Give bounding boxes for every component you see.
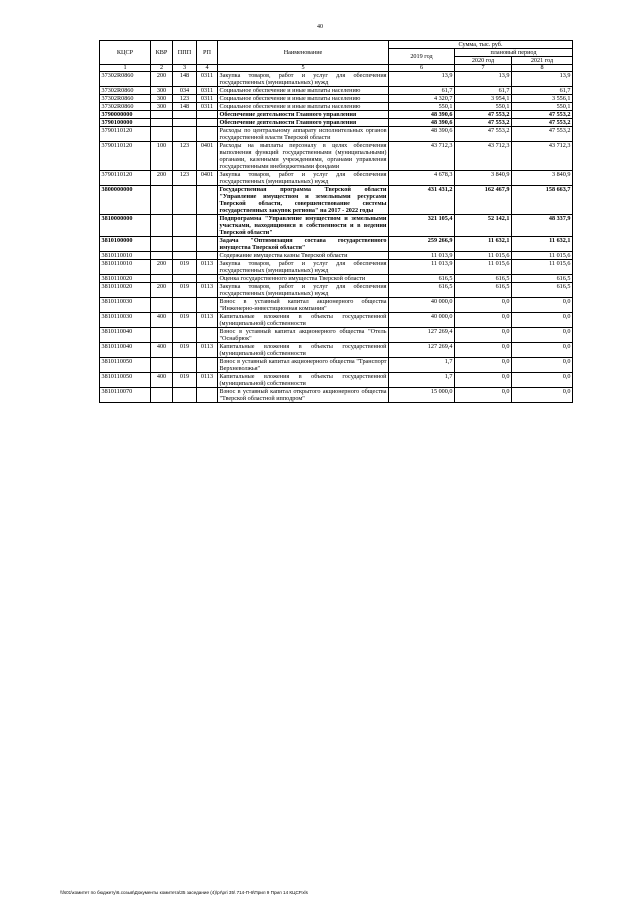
table-row bbox=[100, 72, 573, 87]
amount-2020-cell: 47 553,2 bbox=[455, 127, 512, 142]
header-kcsr: КЦСР bbox=[100, 41, 151, 65]
table-row bbox=[100, 298, 573, 313]
rp-cell: 0113 bbox=[197, 260, 218, 275]
kvr-cell: 300 bbox=[151, 103, 173, 111]
table-row bbox=[100, 87, 573, 95]
amount-2020-cell: 3 840,9 bbox=[455, 171, 512, 186]
ppp-cell: 034 bbox=[173, 87, 197, 95]
kcsr-cell: 3810110040 bbox=[100, 328, 151, 343]
amount-2020-cell: 616,5 bbox=[455, 283, 512, 298]
header-ppp: ППП bbox=[173, 41, 197, 65]
name-cell: Обеспечение деятельности Главного управления bbox=[218, 119, 389, 127]
rp-cell bbox=[197, 275, 218, 283]
rp-cell bbox=[197, 127, 218, 142]
table-row bbox=[100, 127, 573, 142]
kvr-cell bbox=[151, 328, 173, 343]
amount-2020-cell: 52 142,1 bbox=[455, 215, 512, 237]
name-cell: Взнос в уставный капитал акционерного общества "Транспорт Верхневолжья" bbox=[219, 358, 387, 372]
name-cell: Закупка товаров, работ и услуг для обеспечения государственных (муниципальных) нужд bbox=[219, 260, 387, 274]
amount-2021-cell: 11 015,6 bbox=[512, 252, 573, 260]
amount-2019-cell: 1,7 bbox=[389, 373, 455, 388]
kcsr-cell: 3790110120 bbox=[100, 142, 151, 171]
amount-2020-cell: 162 467,9 bbox=[455, 186, 512, 215]
kvr-cell bbox=[151, 215, 173, 237]
column-number: 2 bbox=[151, 65, 173, 72]
kvr-cell: 200 bbox=[151, 72, 173, 87]
page-number: 40 bbox=[317, 24, 323, 30]
kvr-cell bbox=[151, 275, 173, 283]
header-name: Наименование bbox=[218, 41, 389, 65]
rp-cell: 0311 bbox=[197, 103, 218, 111]
name-cell: Взнос в уставный капитал акционерного общества "Отель "Оснабрюк" bbox=[219, 328, 387, 342]
name-cell: Социальное обеспечение и иные выплаты населению bbox=[218, 87, 389, 95]
amount-2021-cell: 47 553,2 bbox=[512, 127, 573, 142]
header-2021: 2021 год bbox=[512, 57, 573, 65]
ppp-cell bbox=[173, 388, 197, 403]
amount-2021-cell: 13,9 bbox=[512, 72, 573, 87]
column-number: 3 bbox=[173, 65, 197, 72]
table-row bbox=[100, 388, 573, 403]
amount-2020-cell: 11 015,6 bbox=[455, 260, 512, 275]
kvr-cell bbox=[151, 237, 173, 252]
rp-cell bbox=[197, 186, 218, 215]
column-number: 7 bbox=[455, 65, 512, 72]
amount-2020-cell: 11 632,1 bbox=[455, 237, 512, 252]
amount-2019-cell: 48 390,6 bbox=[389, 127, 455, 142]
table-row bbox=[100, 283, 573, 298]
kvr-cell bbox=[151, 298, 173, 313]
ppp-cell bbox=[173, 298, 197, 313]
amount-2021-cell: 0,0 bbox=[512, 343, 573, 358]
name-cell: Содержание имущества казны Тверской области bbox=[218, 252, 389, 260]
name-cell: Расходы по центральному аппарату исполнительных органов государственной власти Тверской области bbox=[219, 127, 387, 141]
amount-2019-cell: 1,7 bbox=[389, 358, 455, 373]
kvr-cell bbox=[151, 127, 173, 142]
name-cell: Капитальные вложения в объекты государственной (муниципальной) собственности bbox=[219, 373, 387, 387]
rp-cell: 0113 bbox=[197, 283, 218, 298]
name-cell: Оценка государственного имущества Тверской области bbox=[218, 275, 389, 283]
amount-2021-cell: 0,0 bbox=[512, 373, 573, 388]
rp-cell bbox=[197, 328, 218, 343]
rp-cell bbox=[197, 252, 218, 260]
table-row bbox=[100, 186, 573, 215]
amount-2019-cell: 431 431,2 bbox=[389, 186, 455, 215]
amount-2020-cell: 616,5 bbox=[455, 275, 512, 283]
column-number: 5 bbox=[218, 65, 389, 72]
amount-2019-cell: 61,7 bbox=[389, 87, 455, 95]
amount-2021-cell: 0,0 bbox=[512, 313, 573, 328]
kcsr-cell: 3790110120 bbox=[100, 171, 151, 186]
rp-cell bbox=[197, 215, 218, 237]
kvr-cell: 400 bbox=[151, 373, 173, 388]
ppp-cell: 019 bbox=[173, 343, 197, 358]
amount-2019-cell: 13,9 bbox=[389, 72, 455, 87]
amount-2019-cell: 48 390,6 bbox=[389, 111, 455, 119]
rp-cell: 0311 bbox=[197, 95, 218, 103]
ppp-cell bbox=[173, 275, 197, 283]
amount-2021-cell: 47 553,2 bbox=[512, 119, 573, 127]
file-path-footer: \\fs01\комитет по бюджету\6.созыв\Документы комитета\35 заседание (4)\pr\pri 35\ 714-П-6\Прил 9 Прил 14 КЦСР.xls bbox=[60, 890, 308, 895]
rp-cell: 0401 bbox=[197, 171, 218, 186]
name-cell: Капитальные вложения в объекты государственной (муниципальной) собственности bbox=[219, 343, 387, 357]
amount-2021-cell: 47 553,2 bbox=[512, 111, 573, 119]
kvr-cell: 400 bbox=[151, 313, 173, 328]
kcsr-cell: 37302R0860 bbox=[100, 87, 151, 95]
amount-2020-cell: 0,0 bbox=[455, 328, 512, 343]
name-cell: Закупка товаров, работ и услуг для обеспечения государственных (муниципальных) нужд bbox=[219, 171, 387, 185]
kcsr-cell: 3810110030 bbox=[100, 298, 151, 313]
kvr-cell: 200 bbox=[151, 171, 173, 186]
header-2020: 2020 год bbox=[455, 57, 512, 65]
kcsr-cell: 37302R0860 bbox=[100, 103, 151, 111]
ppp-cell bbox=[173, 119, 197, 127]
amount-2021-cell: 0,0 bbox=[512, 358, 573, 373]
kvr-cell: 200 bbox=[151, 283, 173, 298]
amount-2021-cell: 158 663,7 bbox=[512, 186, 573, 215]
table-row bbox=[100, 275, 573, 283]
table-row bbox=[100, 237, 573, 252]
header-2019: 2019 год bbox=[389, 49, 455, 65]
ppp-cell bbox=[173, 252, 197, 260]
amount-2019-cell: 4 678,3 bbox=[389, 171, 455, 186]
amount-2019-cell: 40 000,0 bbox=[389, 298, 455, 313]
amount-2019-cell: 40 000,0 bbox=[389, 313, 455, 328]
table-row bbox=[100, 373, 573, 388]
amount-2019-cell: 259 266,9 bbox=[389, 237, 455, 252]
name-cell: Взнос в уставный капитал открытого акционерного общества "Тверской областной ипподром" bbox=[219, 388, 387, 402]
ppp-cell: 123 bbox=[173, 95, 197, 103]
table-row bbox=[100, 142, 573, 171]
name-cell: Подпрограмма "Управление имуществом и земельными участками, находящимися в собственности и в ведении Тверской области" bbox=[219, 215, 387, 236]
amount-2021-cell: 48 337,9 bbox=[512, 215, 573, 237]
amount-2021-cell: 0,0 bbox=[512, 298, 573, 313]
kcsr-cell: 3790110120 bbox=[100, 127, 151, 142]
header-planned-period: плановый период bbox=[455, 49, 573, 57]
kcsr-cell: 3810110010 bbox=[100, 252, 151, 260]
amount-2019-cell: 11 013,9 bbox=[389, 260, 455, 275]
rp-cell bbox=[197, 298, 218, 313]
name-cell: Капитальные вложения в объекты государственной (муниципальной) собственности bbox=[219, 313, 387, 327]
ppp-cell bbox=[173, 215, 197, 237]
column-number-row bbox=[100, 65, 573, 72]
kvr-cell bbox=[151, 388, 173, 403]
ppp-cell: 123 bbox=[173, 142, 197, 171]
kcsr-cell: 3790100000 bbox=[100, 119, 151, 127]
amount-2021-cell: 11 015,6 bbox=[512, 260, 573, 275]
amount-2019-cell: 4 320,7 bbox=[389, 95, 455, 103]
kvr-cell bbox=[151, 186, 173, 215]
name-cell: Государственная программа Тверской области "Управление имуществом и земельными ресурсами Тверской области, совершенствование системы государственных закупок региона" на 2017 - 2022 годы bbox=[219, 186, 387, 214]
table-row bbox=[100, 215, 573, 237]
kcsr-cell: 3810110030 bbox=[100, 313, 151, 328]
rp-cell bbox=[197, 237, 218, 252]
kcsr-cell: 3810110070 bbox=[100, 388, 151, 403]
name-cell: Обеспечение деятельности Главного управления bbox=[218, 111, 389, 119]
rp-cell: 0113 bbox=[197, 313, 218, 328]
amount-2019-cell: 550,1 bbox=[389, 103, 455, 111]
column-number: 6 bbox=[389, 65, 455, 72]
amount-2021-cell: 3 840,9 bbox=[512, 171, 573, 186]
rp-cell: 0311 bbox=[197, 87, 218, 95]
amount-2021-cell: 61,7 bbox=[512, 87, 573, 95]
kcsr-cell: 3810110050 bbox=[100, 373, 151, 388]
name-cell: Социальное обеспечение и иные выплаты населению bbox=[218, 95, 389, 103]
amount-2019-cell: 127 269,4 bbox=[389, 328, 455, 343]
amount-2021-cell: 550,1 bbox=[512, 103, 573, 111]
rp-cell: 0113 bbox=[197, 343, 218, 358]
amount-2020-cell: 13,9 bbox=[455, 72, 512, 87]
kcsr-cell: 3800000000 bbox=[100, 186, 151, 215]
ppp-cell bbox=[173, 237, 197, 252]
amount-2020-cell: 0,0 bbox=[455, 373, 512, 388]
ppp-cell: 019 bbox=[173, 313, 197, 328]
name-cell: Расходы на выплаты персоналу в целях обеспечения выполнения функций государственными (муниципальными) органами, казенными учреждениями, органами управления государственными внебюджетными фондами bbox=[219, 142, 387, 170]
column-number: 1 bbox=[100, 65, 151, 72]
kvr-cell bbox=[151, 111, 173, 119]
amount-2019-cell: 321 105,4 bbox=[389, 215, 455, 237]
amount-2021-cell: 616,5 bbox=[512, 283, 573, 298]
kvr-cell: 400 bbox=[151, 343, 173, 358]
ppp-cell bbox=[173, 186, 197, 215]
amount-2019-cell: 48 390,6 bbox=[389, 119, 455, 127]
amount-2020-cell: 0,0 bbox=[455, 298, 512, 313]
kvr-cell: 100 bbox=[151, 142, 173, 171]
ppp-cell: 148 bbox=[173, 103, 197, 111]
table-row bbox=[100, 260, 573, 275]
amount-2019-cell: 15 000,0 bbox=[389, 388, 455, 403]
table-body bbox=[100, 72, 573, 403]
amount-2020-cell: 47 553,2 bbox=[455, 119, 512, 127]
amount-2020-cell: 61,7 bbox=[455, 87, 512, 95]
kcsr-cell: 3810110020 bbox=[100, 283, 151, 298]
ppp-cell bbox=[173, 127, 197, 142]
ppp-cell bbox=[173, 111, 197, 119]
amount-2021-cell: 43 712,3 bbox=[512, 142, 573, 171]
amount-2019-cell: 11 013,9 bbox=[389, 252, 455, 260]
amount-2020-cell: 550,1 bbox=[455, 103, 512, 111]
rp-cell bbox=[197, 388, 218, 403]
ppp-cell: 123 bbox=[173, 171, 197, 186]
kcsr-cell: 3810110020 bbox=[100, 275, 151, 283]
ppp-cell: 019 bbox=[173, 373, 197, 388]
amount-2021-cell: 11 632,1 bbox=[512, 237, 573, 252]
kvr-cell bbox=[151, 358, 173, 373]
ppp-cell: 019 bbox=[173, 283, 197, 298]
kvr-cell: 300 bbox=[151, 87, 173, 95]
table-row bbox=[100, 358, 573, 373]
amount-2020-cell: 3 954,1 bbox=[455, 95, 512, 103]
kcsr-cell: 37302R0860 bbox=[100, 72, 151, 87]
column-number: 4 bbox=[197, 65, 218, 72]
kcsr-cell: 37302R0860 bbox=[100, 95, 151, 103]
table-row bbox=[100, 343, 573, 358]
kvr-cell bbox=[151, 119, 173, 127]
amount-2020-cell: 43 712,3 bbox=[455, 142, 512, 171]
amount-2021-cell: 3 556,1 bbox=[512, 95, 573, 103]
amount-2021-cell: 616,5 bbox=[512, 275, 573, 283]
kvr-cell: 300 bbox=[151, 95, 173, 103]
ppp-cell: 019 bbox=[173, 260, 197, 275]
table-row bbox=[100, 171, 573, 186]
amount-2021-cell: 0,0 bbox=[512, 388, 573, 403]
kcsr-cell: 3810110040 bbox=[100, 343, 151, 358]
amount-2021-cell: 0,0 bbox=[512, 328, 573, 343]
name-cell: Задача "Оптимизация состава государственного имущества Тверской области" bbox=[219, 237, 387, 251]
ppp-cell bbox=[173, 328, 197, 343]
kcsr-cell: 3790000000 bbox=[100, 111, 151, 119]
amount-2020-cell: 47 553,2 bbox=[455, 111, 512, 119]
name-cell: Взнос в уставный капитал акционерного общества "Инженерно-инвестиционная компания" bbox=[219, 298, 387, 312]
amount-2020-cell: 0,0 bbox=[455, 343, 512, 358]
name-cell: Закупка товаров, работ и услуг для обеспечения государственных (муниципальных) нужд bbox=[219, 72, 387, 86]
rp-cell: 0113 bbox=[197, 373, 218, 388]
ppp-cell bbox=[173, 358, 197, 373]
ppp-cell: 148 bbox=[173, 72, 197, 87]
amount-2019-cell: 43 712,3 bbox=[389, 142, 455, 171]
amount-2020-cell: 11 015,6 bbox=[455, 252, 512, 260]
table-row bbox=[100, 313, 573, 328]
column-number: 8 bbox=[512, 65, 573, 72]
table-row bbox=[100, 103, 573, 111]
kcsr-cell: 3810100000 bbox=[100, 237, 151, 252]
kvr-cell: 200 bbox=[151, 260, 173, 275]
amount-2019-cell: 616,5 bbox=[389, 275, 455, 283]
kcsr-cell: 3810000000 bbox=[100, 215, 151, 237]
header-rp: РП bbox=[197, 41, 218, 65]
amount-2020-cell: 0,0 bbox=[455, 388, 512, 403]
table-row bbox=[100, 119, 573, 127]
rp-cell: 0401 bbox=[197, 142, 218, 171]
name-cell: Закупка товаров, работ и услуг для обеспечения государственных (муниципальных) нужд bbox=[219, 283, 387, 297]
name-cell: Социальное обеспечение и иные выплаты населению bbox=[218, 103, 389, 111]
amount-2019-cell: 127 269,4 bbox=[389, 343, 455, 358]
table-row bbox=[100, 111, 573, 119]
kvr-cell bbox=[151, 252, 173, 260]
header-sum: Сумма, тыс. руб. bbox=[389, 41, 573, 49]
table-row bbox=[100, 95, 573, 103]
header-kvr: КВР bbox=[151, 41, 173, 65]
budget-table bbox=[99, 40, 573, 403]
table-row bbox=[100, 252, 573, 260]
kcsr-cell: 3810110050 bbox=[100, 358, 151, 373]
rp-cell: 0311 bbox=[197, 72, 218, 87]
rp-cell bbox=[197, 119, 218, 127]
rp-cell bbox=[197, 111, 218, 119]
amount-2019-cell: 616,5 bbox=[389, 283, 455, 298]
table-row bbox=[100, 328, 573, 343]
kcsr-cell: 3810110010 bbox=[100, 260, 151, 275]
amount-2020-cell: 0,0 bbox=[455, 313, 512, 328]
rp-cell bbox=[197, 358, 218, 373]
amount-2020-cell: 0,0 bbox=[455, 358, 512, 373]
